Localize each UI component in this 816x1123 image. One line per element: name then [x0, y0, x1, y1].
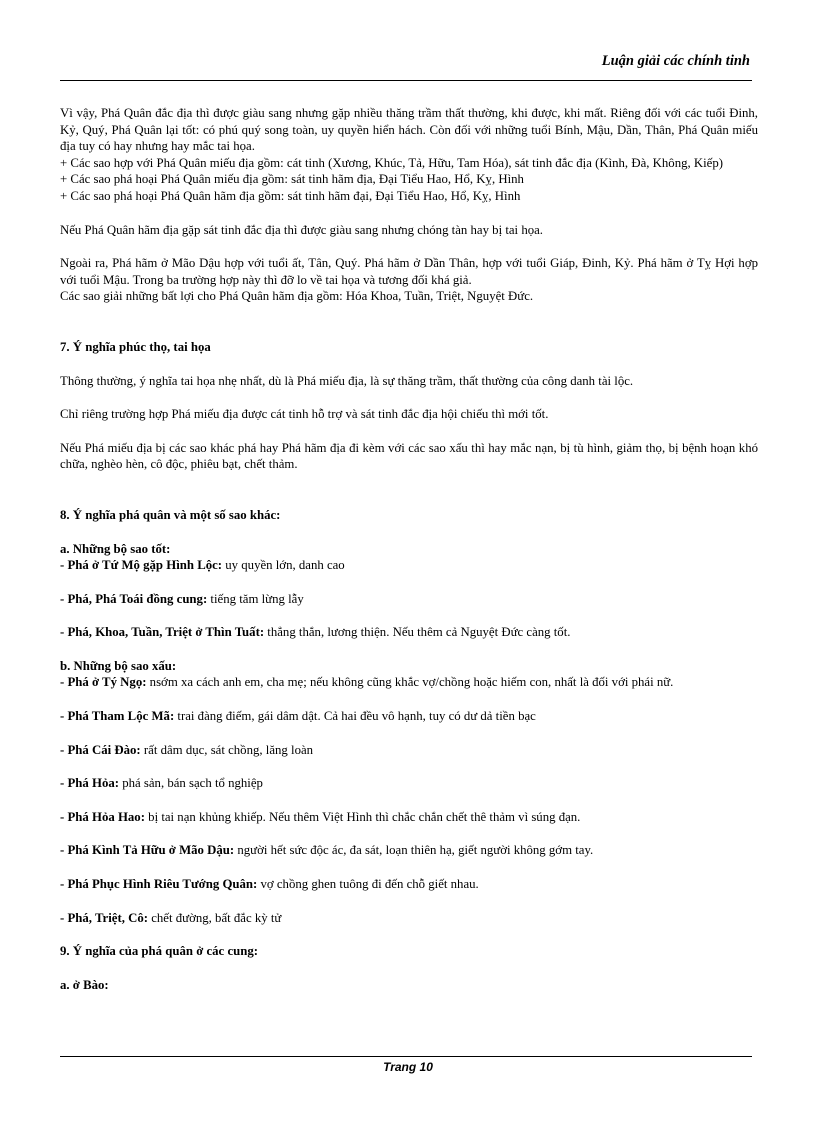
page-header-title: Luận giải các chính tinh	[601, 53, 750, 69]
section-heading-9: 9. Ý nghĩa của phá quân ở các cung:	[60, 944, 259, 959]
item-text: vợ chồng ghen tuông đi đến chỗ giết nhau.	[257, 877, 479, 892]
item-label: - Phá, Triệt, Cô:	[60, 910, 149, 925]
bad-star-item	[60, 910, 758, 927]
item-label: - Phá Cái Đào:	[60, 742, 141, 757]
item-label: - Phá Kình Tả Hữu ở Mão Dậu:	[60, 843, 235, 858]
intro-list-item: + Các sao phá hoại Phá Quân miếu địa gồm: sát tinh hãm địa, Đại Tiểu Hao, Hổ, Kỵ, Hình	[60, 172, 524, 187]
intro-paragraph: Các sao giải những bất lợi cho Phá Quân hãm địa gồm: Hóa Khoa, Tuần, Triệt, Nguyệt Đức.	[60, 289, 534, 304]
subheading-bao: a. ở Bào:	[60, 977, 109, 992]
item-text: bị tai nạn khủng khiếp. Nếu thêm Việt Hình thì chắc chắn chết thê thảm vì súng đạn.	[144, 809, 581, 824]
bad-star-item	[60, 842, 758, 859]
intro-paragraph: Vì vậy, Phá Quân đắc địa thì được giàu sang nhưng gặp nhiều thăng trầm thất thường, khi được, khi mất. Riêng đối với các tuổi Đinh, Kỷ, Quý, Phá Quân lại tốt: có phú quý song toàn, uy quyền hiển hách. Còn đối với những tuổi Bính, Mậu, Dần, Thân, Phá Quân miếu địa tuy có hay nhưng hay mắc tai họa.	[60, 106, 758, 154]
intro-paragraph: Nếu Phá Quân hãm địa gặp sát tinh đắc địa thì được giàu sang nhưng chóng tàn hay bị tai họa.	[60, 222, 543, 237]
item-label: - Phá Hỏa Hao:	[60, 809, 145, 824]
item-label: - Phá, Khoa, Tuần, Triệt ở Thìn Tuất:	[60, 625, 265, 640]
bad-star-item	[60, 809, 758, 826]
good-star-item	[60, 591, 758, 608]
item-text: uy quyền lớn, danh cao	[222, 558, 345, 573]
bad-star-item	[60, 742, 758, 759]
item-text: thẳng thắn, lương thiện. Nếu thêm cả Nguyệt Đức càng tốt.	[264, 625, 571, 640]
item-label: - Phá ở Tứ Mộ gặp Hình Lộc:	[60, 558, 223, 573]
bad-star-item	[60, 708, 758, 725]
item-label: - Phá Tham Lộc Mã:	[60, 709, 175, 724]
bad-star-item	[60, 876, 758, 893]
section7-paragraph: Chỉ riêng trường hợp Phá miếu địa được cát tinh hỗ trợ và sát tinh đắc địa hội chiếu thì mới tốt.	[60, 407, 549, 422]
subheading-good-stars: a. Những bộ sao tốt:	[60, 541, 171, 556]
item-label: - Phá, Phá Toái đồng cung:	[60, 591, 208, 606]
good-star-item	[60, 624, 758, 641]
item-text: tiếng tăm lừng lẫy	[207, 591, 304, 606]
subheading-bad-stars: b. Những bộ sao xấu:	[60, 658, 177, 673]
header-rule	[60, 80, 752, 81]
intro-list-item: + Các sao hợp với Phá Quân miếu địa gồm: cát tinh (Xương, Khúc, Tả, Hữu, Tam Hóa), sát tinh đắc địa (Kình, Đà, Không, Kiếp)	[60, 155, 724, 170]
page-content	[60, 105, 758, 993]
item-label: - Phá Hỏa:	[60, 776, 120, 791]
bad-star-item	[60, 775, 758, 792]
item-text: nsớm xa cách anh em, cha mẹ; nếu không cũng khắc vợ/chồng hoặc hiếm con, nhất là đối với phái nữ.	[146, 675, 674, 690]
item-text: chết đường, bất đắc kỳ tử	[148, 910, 282, 925]
section-heading-7: 7. Ý nghĩa phúc thọ, tai họa	[60, 339, 211, 354]
section7-paragraph: Nếu Phá miếu địa bị các sao khác phá hay Phá hãm địa đi kèm với các sao xấu thì hay mắc nạn, bị tù hình, giảm thọ, bị bệnh hoạn khó chữa, nghèo hèn, cô độc, phiêu bạt, chết thảm.	[60, 440, 758, 472]
page-number: Trang 10	[383, 1060, 433, 1074]
item-text: rất dâm dục, sát chồng, lăng loàn	[140, 742, 314, 757]
section7-paragraph: Thông thường, ý nghĩa tai họa nhẹ nhất, dù là Phá miếu địa, là sự thăng trầm, thất thường của công danh tài lộc.	[60, 373, 634, 388]
intro-paragraph: Ngoài ra, Phá hãm ở Mão Dậu hợp với tuổi ất, Tân, Quý. Phá hãm ở Dần Thân, hợp với tuổi Giáp, Đinh, Kỷ. Phá hãm ở Tỵ Hợi hợp với tuổi Mậu. Trong ba trường hợp này thì đỡ lo về tai họa và tương đối khá giả.	[60, 256, 758, 287]
item-text: người hết sức độc ác, đa sát, loạn thiên hạ, giết người không gớm tay.	[234, 843, 594, 858]
footer-rule	[60, 1056, 752, 1057]
bad-star-item	[60, 674, 758, 691]
good-star-item	[60, 557, 758, 574]
section-heading-8: 8. Ý nghĩa phá quân và một số sao khác:	[60, 507, 281, 522]
item-text: trai đàng điếm, gái dâm dật. Cả hai đều vô hạnh, tuy có dư dả tiền bạc	[174, 709, 536, 724]
item-label: - Phá ở Tý Ngọ:	[60, 675, 147, 690]
item-text: phá sản, bán sạch tổ nghiệp	[119, 776, 263, 791]
item-label: - Phá Phục Hình Riêu Tướng Quân:	[60, 877, 258, 892]
intro-list-item: + Các sao phá hoại Phá Quân hãm địa gồm: sát tinh hãm đại, Đại Tiểu Hao, Hổ, Kỵ, Hình	[60, 188, 521, 203]
